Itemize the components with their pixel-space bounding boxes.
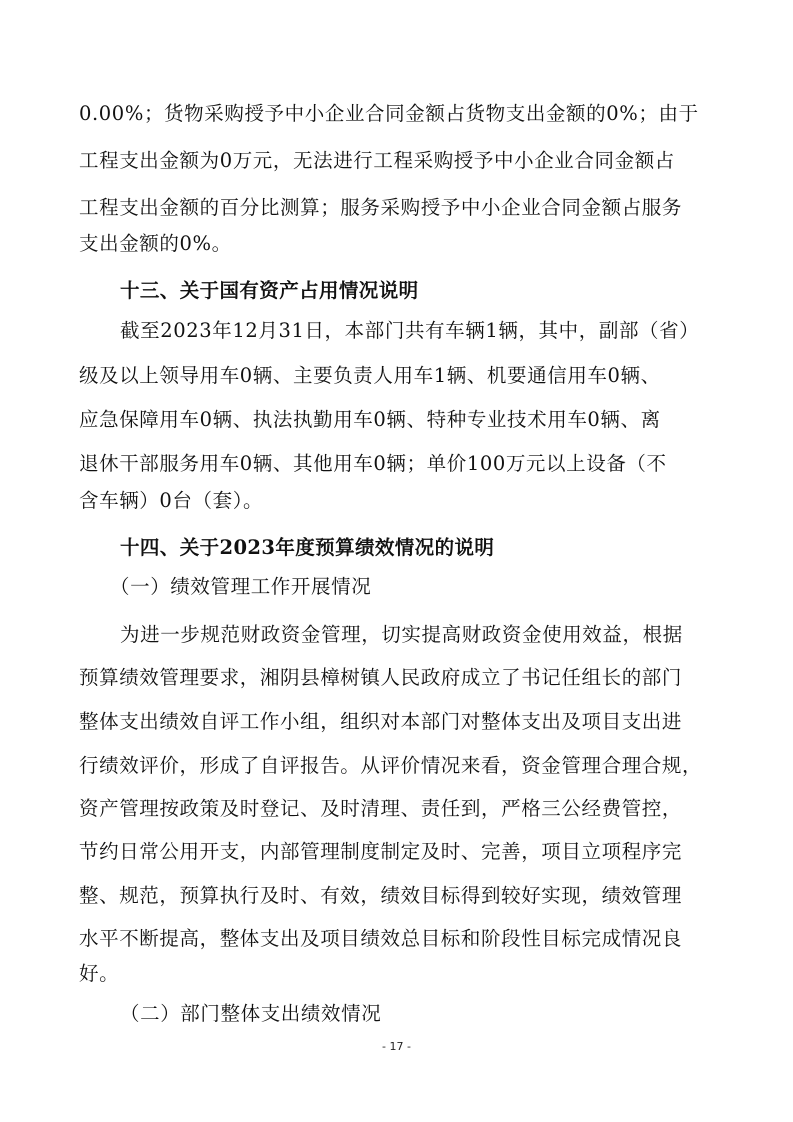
paragraph-line: 行绩效评价，形成了自评报告。从评价情况来看，资金管理合理合规， bbox=[79, 754, 703, 777]
paragraph-line: 工程支出金额为0万元，无法进行工程采购授予中小企业合同金额占 bbox=[79, 149, 675, 172]
paragraph-line: 资产管理按政策及时登记、及时清理、责任到，严格三公经费管控， bbox=[79, 797, 683, 820]
paragraph-line: 预算绩效管理要求，湘阴县樟树镇人民政府成立了书记任组长的部门 bbox=[79, 666, 683, 689]
paragraph-line: 支出金额的0%。 bbox=[79, 232, 232, 255]
paragraph-line: 好。 bbox=[79, 962, 120, 985]
paragraph-line: 含车辆）0台（套）。 bbox=[79, 489, 264, 512]
page-number: - 17 - bbox=[382, 1040, 411, 1053]
section-heading: 十四、关于2023年度预算绩效情况的说明 bbox=[120, 536, 495, 559]
subsection-heading: （二）部门整体支出绩效情况 bbox=[120, 1002, 382, 1025]
paragraph-line: 应急保障用车0辆、执法执勤用车0辆、特种专业技术用车0辆、离 bbox=[79, 408, 661, 431]
paragraph-line: 级及以上领导用车0辆、主要负责人用车1辆、机要通信用车0辆、 bbox=[79, 364, 661, 387]
paragraph-line: 工程支出金额的百分比测算；服务采购授予中小企业合同金额占服务 bbox=[79, 196, 683, 219]
subsection-heading: （一）绩效管理工作开展情况 bbox=[110, 575, 372, 598]
paragraph-line: 为进一步规范财政资金管理，切实提高财政资金使用效益，根据 bbox=[120, 623, 683, 646]
paragraph-line: 整、规范，预算执行及时、有效，绩效目标得到较好实现，绩效管理 bbox=[79, 884, 683, 907]
paragraph-line: 水平不断提高，整体支出及项目绩效总目标和阶段性目标完成情况良 bbox=[79, 927, 683, 950]
paragraph-line: 节约日常公用开支，内部管理制度制定及时、完善，项目立项程序完 bbox=[79, 840, 683, 863]
paragraph-line: 退休干部服务用车0辆、其他用车0辆；单价100万元以上设备（不 bbox=[79, 452, 667, 475]
paragraph-line: 整体支出绩效自评工作小组，组织对本部门对整体支出及项目支出进 bbox=[79, 710, 683, 733]
section-heading: 十三、关于国有资产占用情况说明 bbox=[120, 279, 419, 302]
paragraph-line: 0.00%；货物采购授予中小企业合同金额占货物支出金额的0%；由于 bbox=[79, 102, 699, 125]
paragraph-line: 截至2023年12月31日，本部门共有车辆1辆，其中，副部（省） bbox=[120, 319, 700, 342]
